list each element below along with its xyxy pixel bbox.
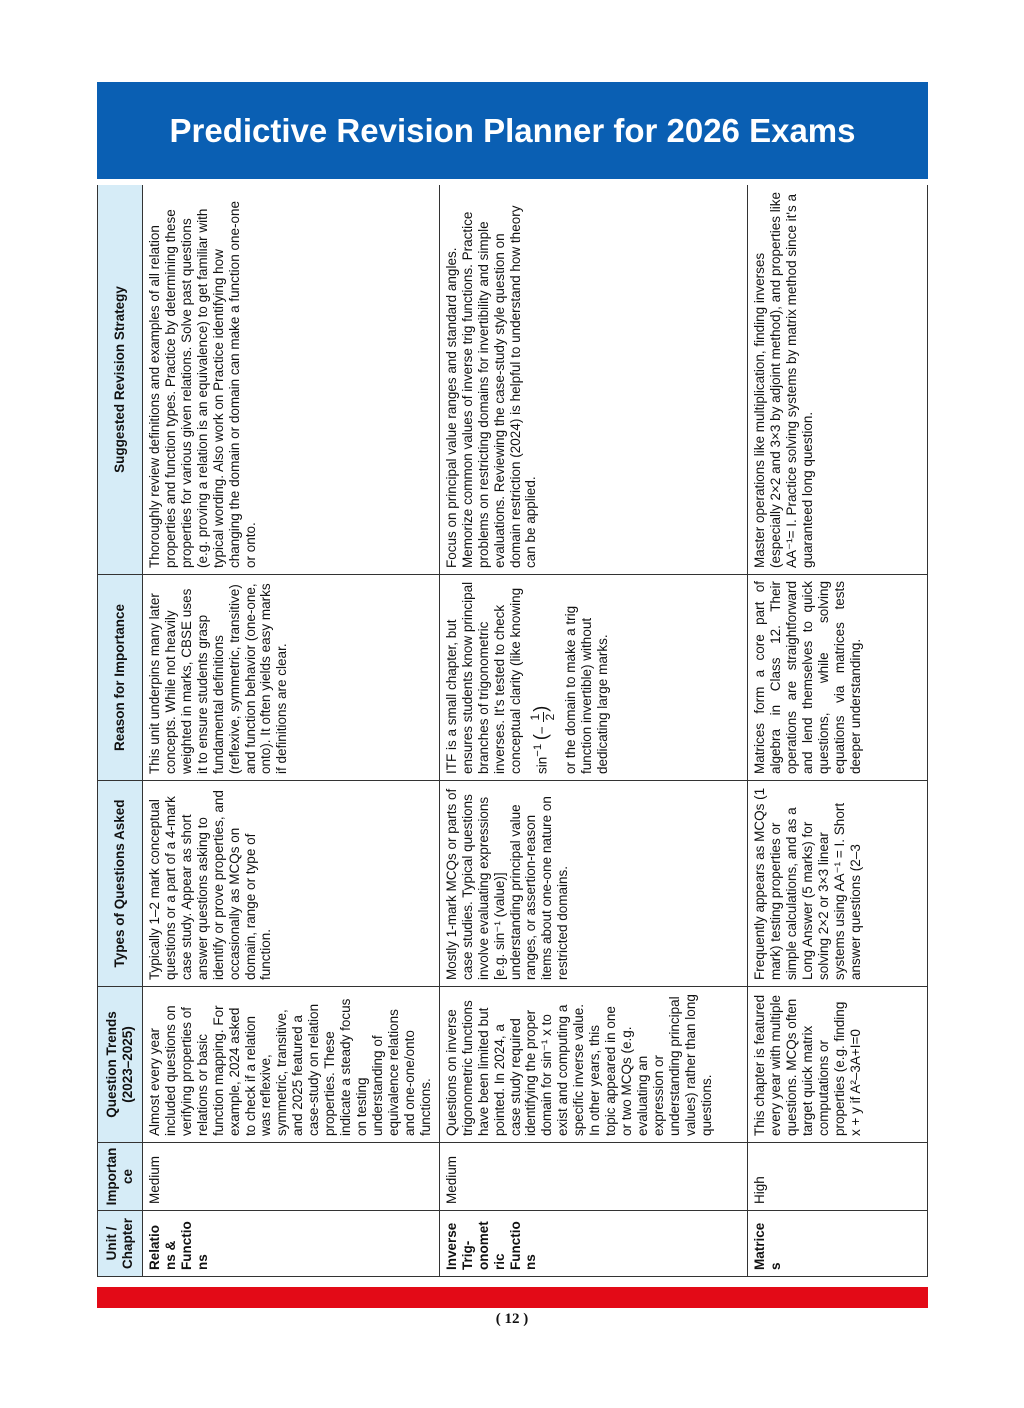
column-header-strategy: Suggested Revision Strategy	[98, 185, 143, 575]
trends-paragraph: In other years, this topic appeared in one or two MCQs (e.g. evaluating an expression or understanding principal values) rather than long questions.	[587, 994, 714, 1136]
types-cell: Typically 1–2 mark conceptual questions or a part of a 4-mark case study. Appear as short answer questions asking to identify or prove properties, and occasionally as MCQs on domain, range or type of function.	[143, 781, 440, 987]
table-row	[439, 185, 747, 1277]
footer-red-bar	[97, 1287, 928, 1308]
strategy-cell: Focus on principal value ranges and standard angles. Memorize common values of inverse trig functions. Practice problems on restricting domains for invertibility and simple evaluations. Reviewing the case-study style question on domain restriction (2024) is helpful to understand how theory can be applied.	[439, 185, 747, 575]
reason-text: ITF is a small chapter, but ensures students know principal branches of trigonometric inverses. It's tested to check conceptual clarity (like knowing	[443, 581, 523, 774]
table-row	[143, 185, 440, 1277]
importance-cell: Medium	[439, 1143, 747, 1211]
reason-text: or the domain to make a trig function invertible) without dedicating large marks.	[562, 605, 610, 774]
trends-paragraph: Questions on inverse trigonometric functions have been limited but pointed. In 2024, a case study required identifying the proper domain for sin⁻¹ x to exist and computing a specific inverse value.	[443, 1000, 587, 1136]
strategy-cell: Master operations like multiplication, finding inverses (especially 2×2 and 3×3 by adjoint method), and properties like AA⁻¹= I. Practice solving systems by matrix method since it's a guaranteed long question.	[748, 185, 928, 575]
page-title-banner	[97, 82, 928, 179]
table-row	[748, 185, 928, 1277]
table-header-row	[98, 185, 143, 1277]
reason-cell	[439, 575, 747, 781]
unit-cell: Matrices	[748, 1211, 928, 1277]
column-header-unit: Unit / Chapter	[98, 1211, 143, 1277]
reason-cell: Matrices form a core part of algebra in Class 12. Their operations are straightforward and lend themselves to quick questions, while solving equations via matrices tests deeper understanding.	[748, 575, 928, 781]
page-title: Predictive Revision Planner for 2026 Exams	[169, 111, 856, 149]
column-header-trends: Question Trends (2023–2025)	[98, 987, 143, 1143]
fraction: 1 2	[528, 713, 557, 721]
unit-cell: Inverse Trig-onometric Functions	[439, 1211, 747, 1277]
trends-cell: Almost every year included questions on verifying properties of relations or basic function mapping. For example, 2024 asked to check if a relation was reflexive, symmetric, transitive, and 2025 featured a case-study on relation properties. These indicate a steady focus on testing understanding of equivalence relations and one-one/onto functions.	[143, 987, 440, 1143]
importance-cell: High	[748, 1143, 928, 1211]
trends-cell	[439, 987, 747, 1143]
reason-cell: This unit underpins many later concepts. While not heavily weighted in marks, CBSE uses it to ensure students grasp fundamental definitions (reflexive, symmetric, transitive) and function behavior (one-one, onto). It often yields easy marks if definitions are clear.	[143, 575, 440, 781]
strategy-cell: Thoroughly review definitions and examples of all relation properties and function types. Practice by determining these properties for various given relations. Solve past questions (e.g. proving a relation is an equivalence) to get familiar with typical wording. Also work on Practice identifying how changing the domain or domain can make a function one-one or onto.	[143, 185, 440, 575]
types-cell: Frequently appears as MCQs (1 mark) testing properties or simple calculations, and as a Long Answer (5 marks) for solving 2×2 or 3×3 linear systems using AA⁻¹ = I. Short answer questions (2–3	[748, 781, 928, 987]
page-number: ( 12 )	[495, 1311, 529, 1327]
unit-cell: Relations & Functions	[143, 1211, 440, 1277]
revision-planner-table	[97, 185, 928, 1277]
importance-cell: Medium	[143, 1143, 440, 1211]
types-cell: Mostly 1-mark MCQs or parts of case studies. Typical questions involve evaluating expressions [e.g. sin⁻¹ (value)] understanding principal value ranges, or assertion-reason items about one-one nature on restricted domains.	[439, 781, 747, 987]
column-header-types: Types of Questions Asked	[98, 781, 143, 987]
trends-cell: This chapter is featured every year with multiple questions. MCQs often target quick matrix computations or properties (e.g. finding x + y if A²–3A+I=0	[748, 987, 928, 1143]
column-header-importance: Importance	[98, 1143, 143, 1211]
column-header-reason: Reason for Importance	[98, 575, 143, 781]
rotated-table-wrapper	[97, 185, 928, 1277]
table-container	[97, 185, 928, 1277]
math-expression: $\sin^{-1}$ (− 1 2 )	[528, 705, 557, 774]
